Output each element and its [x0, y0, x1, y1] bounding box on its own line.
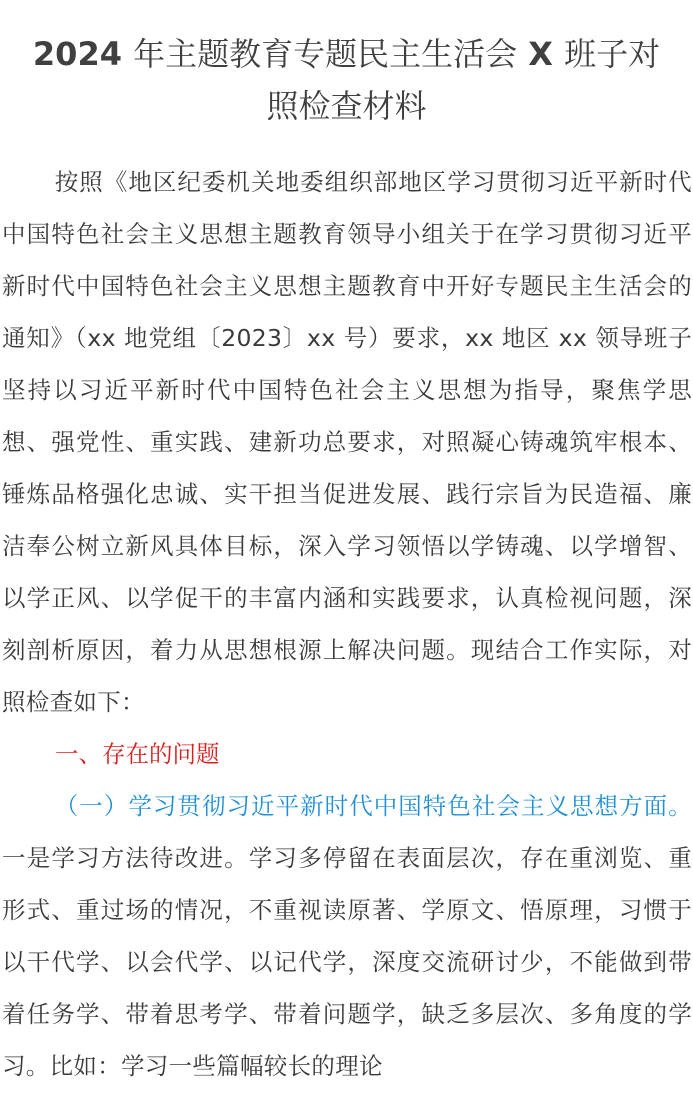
title-x-marker: X [528, 35, 553, 73]
intro-paragraph-text: 按照《地区纪委机关地委组织部地区学习贯彻习近平新时代中国特色社会主义思想主题教育领导小组关于在学习贯彻习近平新时代中国特色社会主义思想主题教育中开好专题民主生活会的通知》（xx 地党组〔2023〕xx 号）要求，xx 地区 xx 领导班子坚持以习近平新时代中国特色社会主义思想为指导，聚焦学思想、强党性、重实践、建新功总要求，对照凝心铸魂筑牢根本、锤炼品格强化忠诚、实干担当促进发展、践行宗旨为民造福、廉洁奉公树立新风具体目标，深入学习领悟以学铸魂、以学增智、以学正风、以学促干的丰富内涵和实践要求，认真检视问题，深刻剖析原因，着力从思想根源上解决问题。现结合工作实际，对照检查如下： [2, 168, 692, 716]
title-main-text: 年主题教育专题民主生活会 [133, 35, 518, 73]
title-year: 2024 [32, 35, 122, 73]
document-title [0, 28, 693, 132]
title-line1-suffix: 班子对 [564, 35, 661, 73]
intro-paragraph [2, 156, 692, 728]
title-line2: 照检查材料 [266, 87, 427, 125]
subsection-heading: （一）学习贯彻习近平新时代中国特色社会主义思想方面。 [54, 792, 692, 820]
section-heading-problems: 一、存在的问题 [55, 740, 220, 768]
subsection-paragraph [2, 780, 692, 1092]
subsection-body-text: 一是学习方法待改进。学习多停留在表面层次，存在重浏览、重形式、重过场的情况，不重视读原著、学原文、悟原理，习惯于以干代学、以会代学、以记代学，深度交流研讨少，不能做到带着任务学、带着思考学、带着问题学，缺乏多层次、多角度的学习。比如：学习一些篇幅较长的理论 [2, 844, 692, 1080]
